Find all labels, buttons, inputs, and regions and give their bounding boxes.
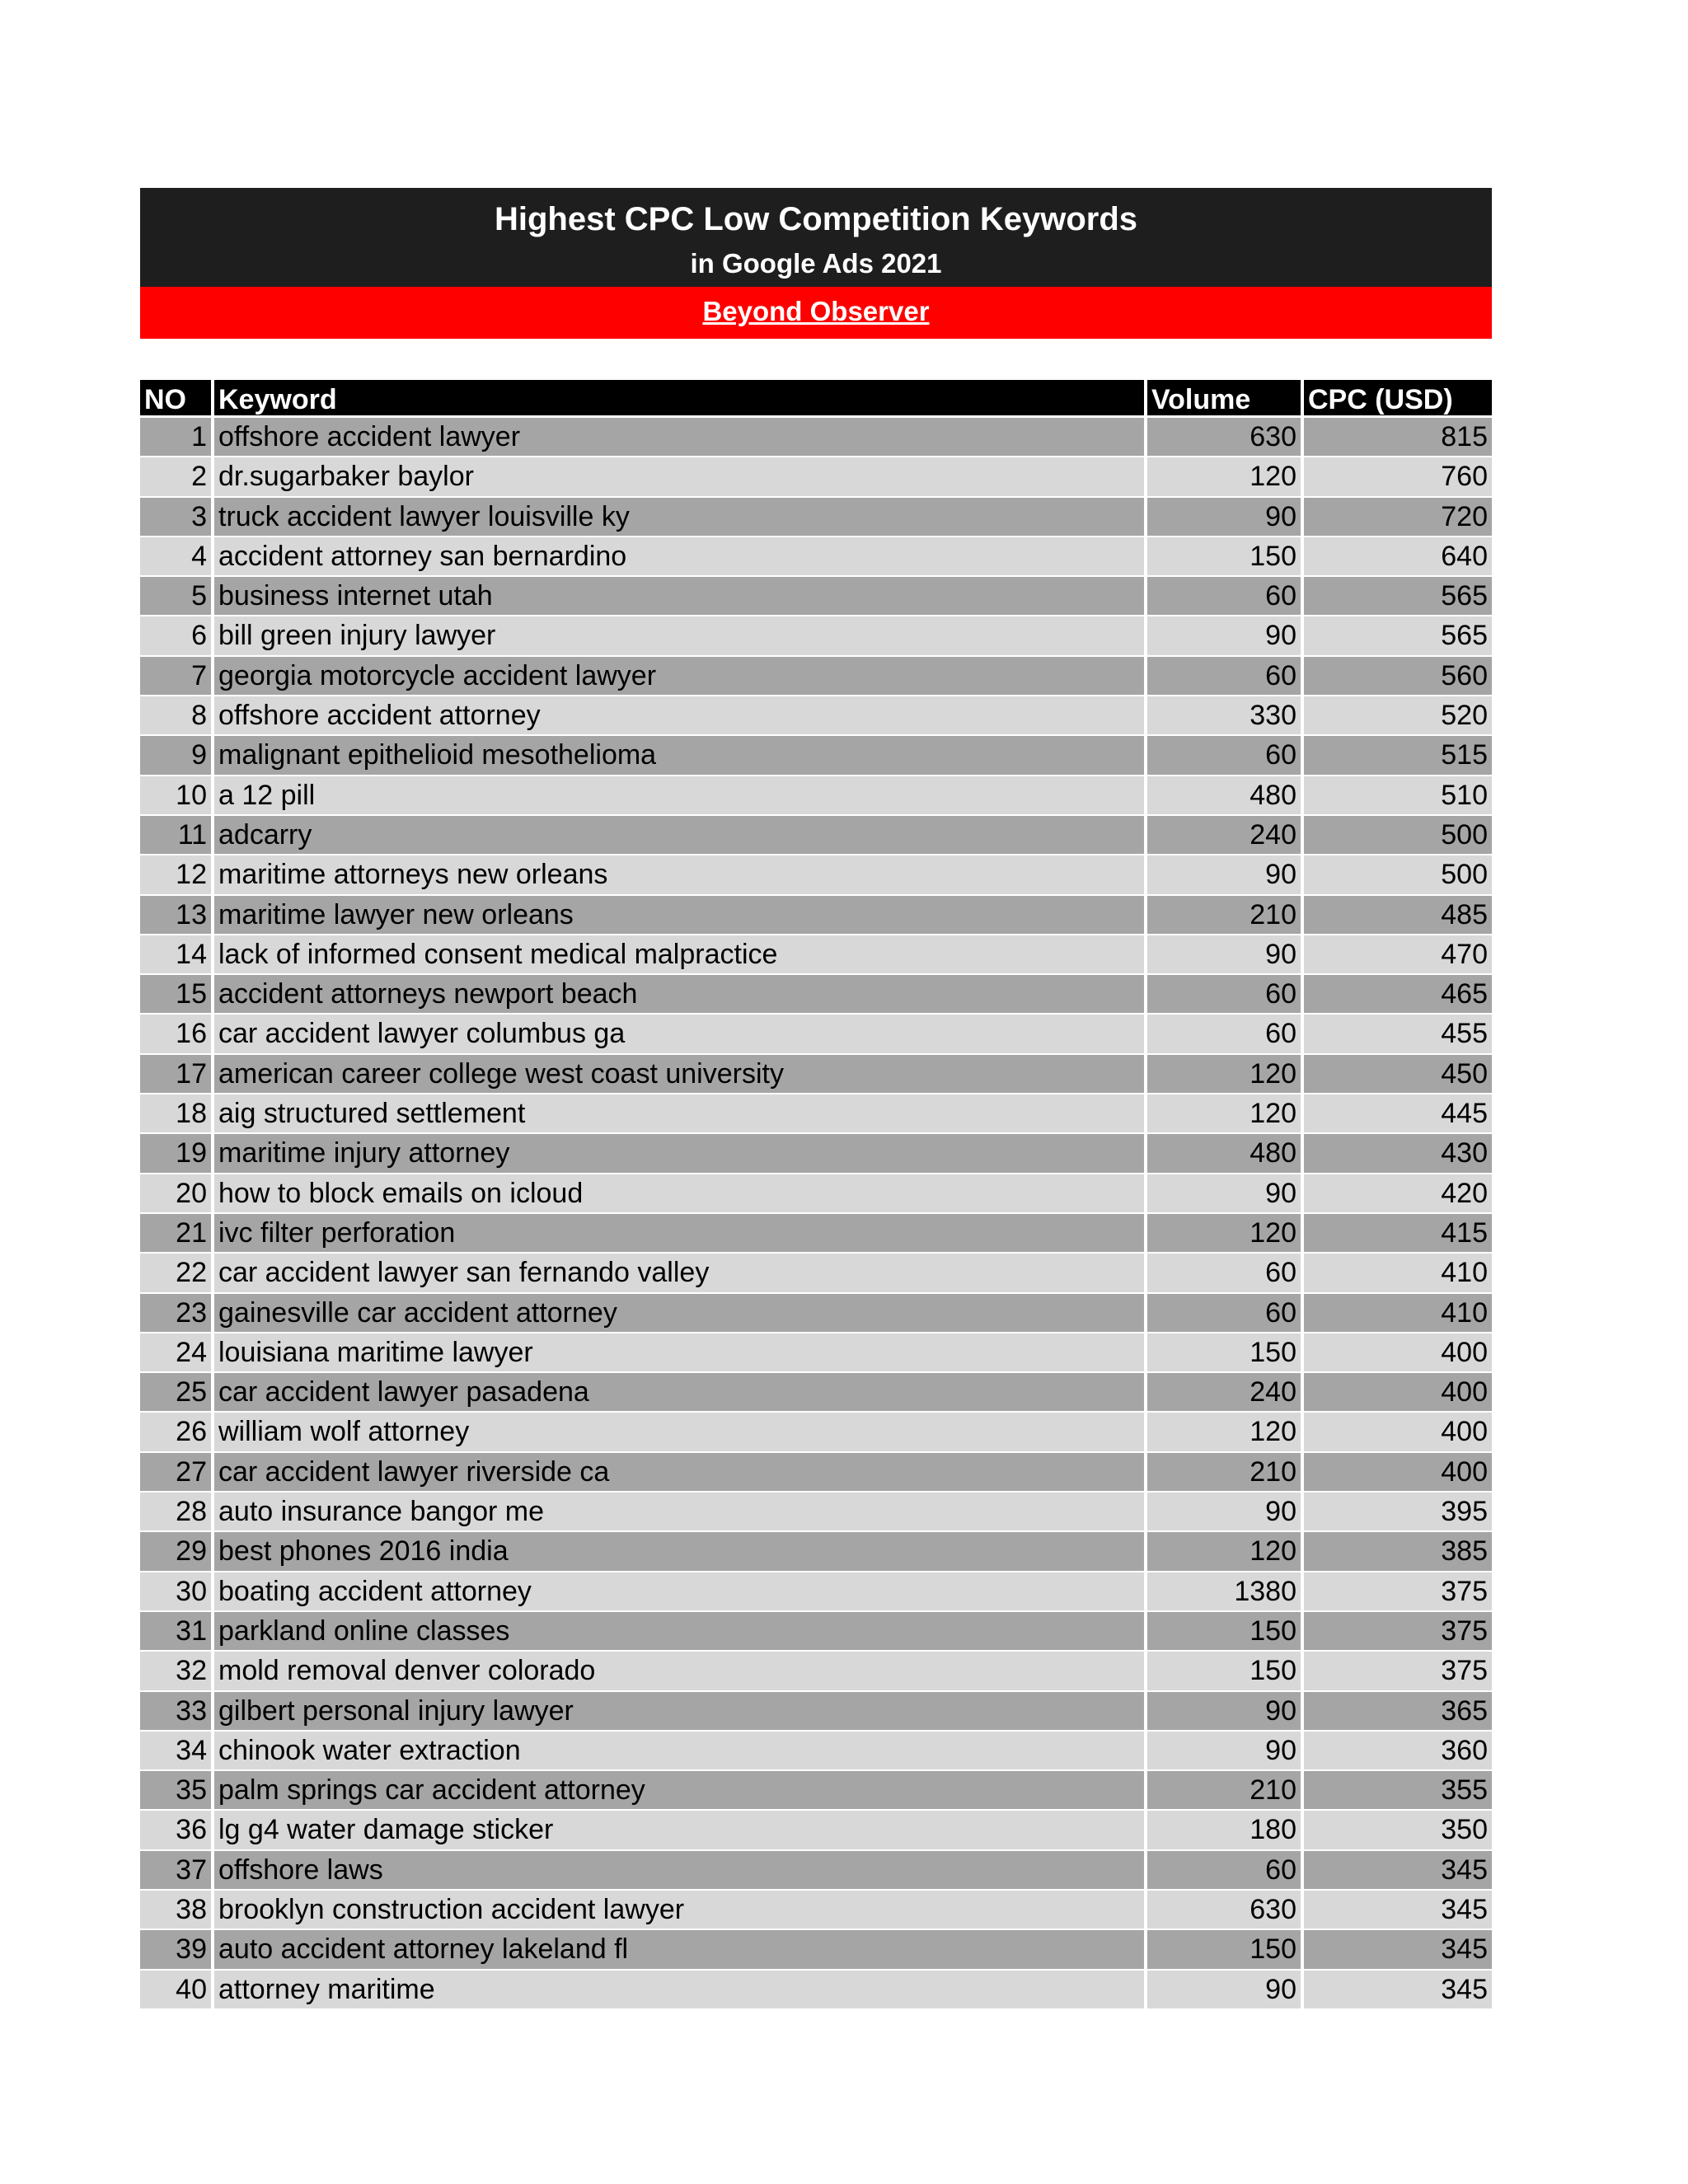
row-number: 10 [140, 776, 214, 814]
row-volume: 120 [1147, 1413, 1304, 1451]
row-volume: 90 [1147, 1692, 1304, 1730]
row-volume: 150 [1147, 1612, 1304, 1650]
row-keyword: attorney maritime [214, 1971, 1147, 2008]
row-volume: 60 [1147, 975, 1304, 1013]
row-volume: 150 [1147, 1930, 1304, 1968]
table-row [140, 896, 1492, 935]
row-number: 3 [140, 498, 214, 536]
row-volume: 90 [1147, 616, 1304, 654]
row-number: 37 [140, 1851, 214, 1889]
row-number: 29 [140, 1532, 214, 1570]
row-number: 6 [140, 616, 214, 654]
row-cpc: 500 [1304, 816, 1492, 854]
row-keyword: chinook water extraction [214, 1732, 1147, 1769]
row-keyword: offshore laws [214, 1851, 1147, 1889]
row-number: 13 [140, 896, 214, 934]
row-volume: 480 [1147, 1134, 1304, 1172]
row-keyword: boating accident attorney [214, 1572, 1147, 1610]
row-volume: 330 [1147, 696, 1304, 734]
table-row [140, 855, 1492, 895]
row-number: 8 [140, 696, 214, 734]
row-cpc: 375 [1304, 1652, 1492, 1690]
table-row [140, 457, 1492, 497]
table-row [140, 1453, 1492, 1493]
row-number: 35 [140, 1771, 214, 1809]
row-keyword: lg g4 water damage sticker [214, 1811, 1147, 1849]
row-cpc: 450 [1304, 1055, 1492, 1093]
row-cpc: 500 [1304, 855, 1492, 893]
table-header-row [140, 380, 1492, 418]
row-number: 40 [140, 1971, 214, 2008]
row-keyword: adcarry [214, 816, 1147, 854]
table-row [140, 776, 1492, 816]
row-keyword: palm springs car accident attorney [214, 1771, 1147, 1809]
row-keyword: maritime injury attorney [214, 1134, 1147, 1172]
row-number: 25 [140, 1373, 214, 1411]
table-row [140, 1732, 1492, 1771]
row-volume: 240 [1147, 1373, 1304, 1411]
row-number: 27 [140, 1453, 214, 1491]
row-keyword: mold removal denver colorado [214, 1652, 1147, 1690]
row-keyword: how to block emails on icloud [214, 1174, 1147, 1212]
row-volume: 210 [1147, 896, 1304, 934]
row-cpc: 420 [1304, 1174, 1492, 1212]
row-number: 32 [140, 1652, 214, 1690]
row-cpc: 565 [1304, 616, 1492, 654]
row-volume: 480 [1147, 776, 1304, 814]
row-keyword: maritime attorneys new orleans [214, 855, 1147, 893]
row-cpc: 445 [1304, 1094, 1492, 1132]
table-row [140, 1015, 1492, 1054]
table-row [140, 1811, 1492, 1850]
table-row [140, 935, 1492, 975]
row-number: 12 [140, 855, 214, 893]
row-keyword: car accident lawyer pasadena [214, 1373, 1147, 1411]
row-number: 20 [140, 1174, 214, 1212]
row-volume: 90 [1147, 1732, 1304, 1769]
row-volume: 120 [1147, 1094, 1304, 1132]
row-cpc: 360 [1304, 1732, 1492, 1769]
row-keyword: car accident lawyer riverside ca [214, 1453, 1147, 1491]
page-title: Highest CPC Low Competition Keywords [494, 201, 1138, 237]
row-number: 19 [140, 1134, 214, 1172]
column-header-cpc: CPC (USD) [1308, 384, 1453, 415]
row-keyword: best phones 2016 india [214, 1532, 1147, 1570]
table-row [140, 1214, 1492, 1254]
row-volume: 60 [1147, 736, 1304, 774]
row-keyword: bill green injury lawyer [214, 616, 1147, 654]
column-header-keyword: Keyword [214, 380, 1147, 415]
row-volume: 210 [1147, 1453, 1304, 1491]
row-cpc: 375 [1304, 1612, 1492, 1650]
row-cpc: 400 [1304, 1413, 1492, 1451]
row-number: 17 [140, 1055, 214, 1093]
row-cpc: 410 [1304, 1294, 1492, 1332]
row-cpc: 760 [1304, 457, 1492, 495]
row-cpc: 640 [1304, 537, 1492, 575]
row-cpc: 815 [1304, 418, 1492, 456]
row-cpc: 345 [1304, 1930, 1492, 1968]
table-row [140, 498, 1492, 537]
row-number: 28 [140, 1493, 214, 1530]
row-cpc: 385 [1304, 1532, 1492, 1570]
row-cpc: 400 [1304, 1453, 1492, 1491]
row-keyword: louisiana maritime lawyer [214, 1333, 1147, 1371]
row-number: 21 [140, 1214, 214, 1252]
row-volume: 90 [1147, 855, 1304, 893]
row-volume: 150 [1147, 537, 1304, 575]
row-cpc: 560 [1304, 657, 1492, 695]
row-number: 15 [140, 975, 214, 1013]
row-number: 30 [140, 1572, 214, 1610]
row-volume: 150 [1147, 1652, 1304, 1690]
row-number: 7 [140, 657, 214, 695]
row-volume: 630 [1147, 418, 1304, 456]
table-row [140, 1413, 1492, 1452]
row-volume: 90 [1147, 935, 1304, 973]
row-volume: 90 [1147, 498, 1304, 536]
row-volume: 60 [1147, 1015, 1304, 1052]
row-cpc: 375 [1304, 1572, 1492, 1610]
row-keyword: accident attorneys newport beach [214, 975, 1147, 1013]
table-row [140, 1254, 1492, 1293]
table-row [140, 975, 1492, 1015]
row-cpc: 720 [1304, 498, 1492, 536]
table-row [140, 736, 1492, 776]
row-keyword: truck accident lawyer louisville ky [214, 498, 1147, 536]
beyond-observer-link[interactable]: Beyond Observer [140, 287, 1492, 339]
row-cpc: 565 [1304, 577, 1492, 615]
row-cpc: 470 [1304, 935, 1492, 973]
title-banner [140, 188, 1492, 287]
row-keyword: business internet utah [214, 577, 1147, 615]
row-number: 38 [140, 1891, 214, 1929]
table-row [140, 1930, 1492, 1970]
row-keyword: georgia motorcycle accident lawyer [214, 657, 1147, 695]
table-row [140, 1134, 1492, 1174]
row-volume: 1380 [1147, 1572, 1304, 1610]
table-row [140, 816, 1492, 855]
row-cpc: 345 [1304, 1891, 1492, 1929]
row-number: 9 [140, 736, 214, 774]
table-body [140, 418, 1492, 2010]
table-row [140, 1891, 1492, 1930]
row-keyword: william wolf attorney [214, 1413, 1147, 1451]
row-volume: 150 [1147, 1333, 1304, 1371]
table-row [140, 1493, 1492, 1532]
row-number: 23 [140, 1294, 214, 1332]
row-cpc: 350 [1304, 1811, 1492, 1849]
row-number: 18 [140, 1094, 214, 1132]
row-volume: 120 [1147, 1532, 1304, 1570]
row-keyword: maritime lawyer new orleans [214, 896, 1147, 934]
row-number: 33 [140, 1692, 214, 1730]
table-row [140, 1652, 1492, 1691]
row-number: 31 [140, 1612, 214, 1650]
row-keyword: dr.sugarbaker baylor [214, 457, 1147, 495]
keyword-sheet [140, 188, 1492, 2005]
row-keyword: offshore accident lawyer [214, 418, 1147, 456]
table-row [140, 1532, 1492, 1572]
row-cpc: 395 [1304, 1493, 1492, 1530]
table-row [140, 616, 1492, 656]
row-keyword: auto insurance bangor me [214, 1493, 1147, 1530]
row-number: 24 [140, 1333, 214, 1371]
table-row [140, 1572, 1492, 1612]
keyword-table [140, 380, 1492, 2010]
row-volume: 90 [1147, 1493, 1304, 1530]
table-row [140, 418, 1492, 457]
row-volume: 120 [1147, 1055, 1304, 1093]
row-number: 11 [140, 816, 214, 854]
table-row [140, 1692, 1492, 1732]
row-number: 1 [140, 418, 214, 456]
row-cpc: 485 [1304, 896, 1492, 934]
row-keyword: american career college west coast university [214, 1055, 1147, 1093]
table-row [140, 1612, 1492, 1652]
row-number: 2 [140, 457, 214, 495]
row-volume: 180 [1147, 1811, 1304, 1849]
table-row [140, 1294, 1492, 1333]
row-keyword: malignant epithelioid mesothelioma [214, 736, 1147, 774]
row-keyword: brooklyn construction accident lawyer [214, 1891, 1147, 1929]
table-row [140, 1094, 1492, 1134]
row-volume: 630 [1147, 1891, 1304, 1929]
column-header-no: NO [140, 380, 214, 415]
row-number: 36 [140, 1811, 214, 1849]
table-row [140, 696, 1492, 736]
row-cpc: 520 [1304, 696, 1492, 734]
row-volume: 90 [1147, 1971, 1304, 2008]
row-number: 26 [140, 1413, 214, 1451]
row-keyword: accident attorney san bernardino [214, 537, 1147, 575]
row-keyword: gilbert personal injury lawyer [214, 1692, 1147, 1730]
row-cpc: 400 [1304, 1373, 1492, 1411]
row-cpc: 400 [1304, 1333, 1492, 1371]
row-volume: 240 [1147, 816, 1304, 854]
row-number: 4 [140, 537, 214, 575]
row-volume: 120 [1147, 1214, 1304, 1252]
row-number: 16 [140, 1015, 214, 1052]
row-cpc: 365 [1304, 1692, 1492, 1730]
row-keyword: offshore accident attorney [214, 696, 1147, 734]
row-keyword: car accident lawyer san fernando valley [214, 1254, 1147, 1291]
row-volume: 60 [1147, 1851, 1304, 1889]
row-keyword: a 12 pill [214, 776, 1147, 814]
row-keyword: gainesville car accident attorney [214, 1294, 1147, 1332]
table-row [140, 1055, 1492, 1094]
row-volume: 90 [1147, 1174, 1304, 1212]
row-number: 14 [140, 935, 214, 973]
row-volume: 60 [1147, 1254, 1304, 1291]
row-number: 34 [140, 1732, 214, 1769]
row-volume: 210 [1147, 1771, 1304, 1809]
row-volume: 120 [1147, 457, 1304, 495]
table-row [140, 657, 1492, 696]
table-row [140, 1373, 1492, 1413]
row-number: 5 [140, 577, 214, 615]
row-volume: 60 [1147, 577, 1304, 615]
row-cpc: 430 [1304, 1134, 1492, 1172]
table-row [140, 1851, 1492, 1891]
row-keyword: parkland online classes [214, 1612, 1147, 1650]
row-keyword: lack of informed consent medical malpractice [214, 935, 1147, 973]
row-cpc: 510 [1304, 776, 1492, 814]
table-row [140, 537, 1492, 577]
table-row [140, 1174, 1492, 1214]
row-cpc: 410 [1304, 1254, 1492, 1291]
table-row [140, 1771, 1492, 1811]
row-cpc: 345 [1304, 1971, 1492, 2008]
row-keyword: auto accident attorney lakeland fl [214, 1930, 1147, 1968]
row-cpc: 345 [1304, 1851, 1492, 1889]
row-volume: 60 [1147, 1294, 1304, 1332]
row-cpc: 455 [1304, 1015, 1492, 1052]
table-row [140, 1333, 1492, 1373]
table-row [140, 1971, 1492, 2010]
table-row [140, 577, 1492, 616]
row-cpc: 415 [1304, 1214, 1492, 1252]
row-cpc: 515 [1304, 736, 1492, 774]
row-keyword: aig structured settlement [214, 1094, 1147, 1132]
column-header-volume: Volume [1147, 380, 1304, 415]
row-keyword: ivc filter perforation [214, 1214, 1147, 1252]
row-cpc: 465 [1304, 975, 1492, 1013]
row-keyword: car accident lawyer columbus ga [214, 1015, 1147, 1052]
row-volume: 60 [1147, 657, 1304, 695]
row-cpc: 355 [1304, 1771, 1492, 1809]
page-subtitle: in Google Ads 2021 [690, 248, 942, 279]
row-number: 39 [140, 1930, 214, 1968]
row-number: 22 [140, 1254, 214, 1291]
